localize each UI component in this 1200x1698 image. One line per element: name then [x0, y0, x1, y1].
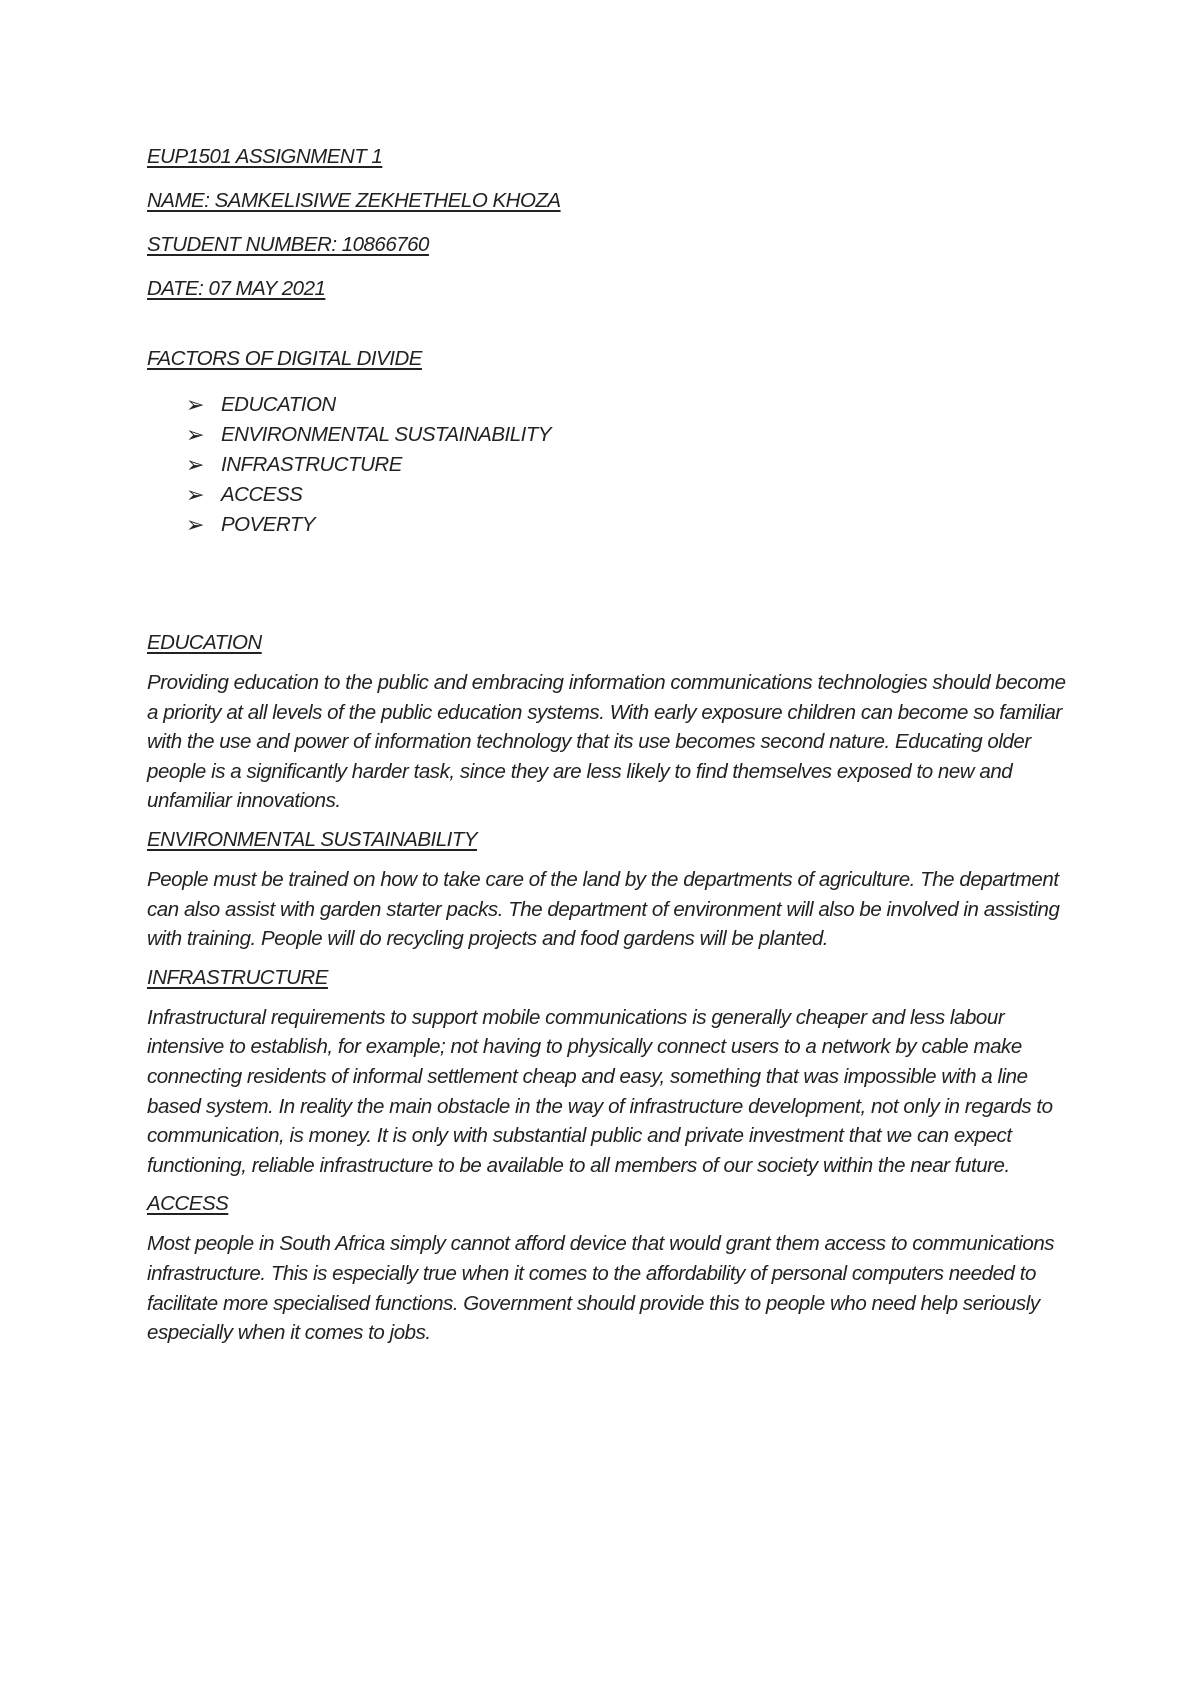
list-item-label: ENVIRONMENTAL SUSTAINABILITY [221, 423, 552, 446]
section-body-access: Most people in South Africa simply cannot afford device that would grant them access to communications infrastructure. This is especially true when it comes to the affordability of personal computers needed to facilitate more specialised functions. Government should provide this to people who need help seriously especially when it comes to jobs. [147, 1232, 1055, 1345]
list-item-label: INFRASTRUCTURE [221, 453, 402, 476]
list-item-label: EDUCATION [221, 393, 336, 416]
arrowhead-bullet-icon: ➢ [186, 392, 204, 417]
list-item [186, 510, 1077, 540]
section-heading-infrastructure: INFRASTRUCTURE [147, 965, 328, 989]
section-body-environmental-sustainability: People must be trained on how to take care of the land by the departments of agriculture. The department can also assist with garden starter packs. The department of environment will also be involved in assisting with training. People will do recycling projects and food gardens will be planted. [147, 867, 1060, 951]
spacer [147, 540, 1077, 632]
spacer [147, 300, 1077, 348]
section-heading-education: EDUCATION [147, 631, 262, 654]
section-heading-environmental-sustainability: ENVIRONMENTAL SUSTAINABILITY [147, 827, 478, 851]
list-item [186, 390, 1077, 420]
assignment-title: EUP1501 ASSIGNMENT 1 [147, 145, 383, 168]
arrowhead-bullet-icon: ➢ [186, 512, 204, 537]
list-item [186, 450, 1077, 480]
factors-heading: FACTORS OF DIGITAL DIVIDE [147, 347, 422, 370]
section-body-education: Providing education to the public and embracing information communications technologies should become a priority at all levels of the public education systems. With early exposure children can become so familiar with the use and power of information technology that its use becomes second nature. Educating older people is a significantly harder task, since they are less likely to find themselves exposed to new and unfamiliar innovations. [147, 671, 1066, 813]
section-heading-access: ACCESS [147, 1192, 229, 1216]
list-item [186, 420, 1077, 450]
arrowhead-bullet-icon: ➢ [186, 452, 204, 477]
student-number: STUDENT NUMBER: 10866760 [147, 233, 429, 256]
list-item-label: POVERTY [221, 513, 316, 536]
factors-list [147, 390, 1077, 540]
submission-date: DATE: 07 MAY 2021 [147, 277, 326, 300]
student-name: NAME: SAMKELISIWE ZEKHETHELO KHOZA [147, 189, 561, 212]
list-item [186, 480, 1077, 510]
arrowhead-bullet-icon: ➢ [186, 422, 204, 447]
arrowhead-bullet-icon: ➢ [186, 482, 204, 507]
section-body-infrastructure: Infrastructural requirements to support mobile communications is generally cheaper and less labour intensive to establish, for example; not having to physically connect users to a network by cable make connecting residents of informal settlement cheap and easy, something that was impossible with a line based system. In reality the main obstacle in the way of infrastructure development, not only in regards to communication, is money. It is only with substantial public and private investment that we can expect functioning, reliable infrastructure to be available to all members of our society within the near future. [147, 1005, 1053, 1177]
list-item-label: ACCESS [221, 483, 303, 506]
document-content [147, 146, 1077, 1361]
